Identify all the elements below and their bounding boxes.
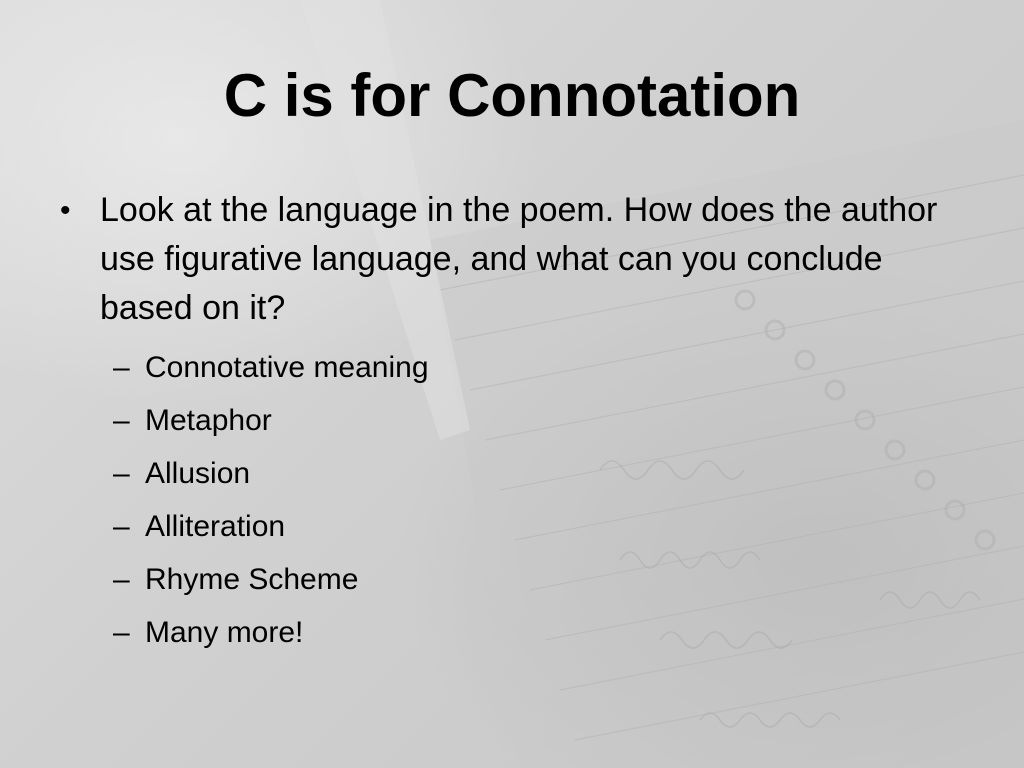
sub-bullet-text: Allusion bbox=[145, 457, 251, 490]
sub-bullet-list bbox=[58, 341, 958, 659]
dash-icon: – bbox=[113, 510, 130, 543]
dash-icon: – bbox=[113, 563, 130, 596]
sub-bullet-text: Metaphor bbox=[145, 404, 272, 437]
sub-bullet-text: Alliteration bbox=[145, 510, 286, 543]
dash-icon: – bbox=[113, 616, 130, 649]
bullet-item bbox=[58, 186, 958, 333]
sub-bullet-item bbox=[113, 447, 958, 500]
slide-body bbox=[58, 186, 958, 659]
sub-bullet-item bbox=[113, 606, 958, 659]
sub-bullet-text: Many more! bbox=[145, 616, 304, 649]
sub-bullet-item bbox=[113, 500, 958, 553]
bullet-icon: • bbox=[60, 194, 71, 227]
dash-icon: – bbox=[113, 457, 130, 490]
sub-bullet-item bbox=[113, 341, 958, 394]
sub-bullet-item bbox=[113, 394, 958, 447]
sub-bullet-text: Rhyme Scheme bbox=[145, 563, 359, 596]
bullet-text: Look at the language in the poem. How does the author use figurative language, and what can you conclude based on it? bbox=[100, 191, 938, 327]
dash-icon: – bbox=[113, 351, 130, 384]
sub-bullet-text: Connotative meaning bbox=[145, 351, 429, 384]
slide-title: C is for Connotation bbox=[223, 62, 801, 129]
sub-bullet-item bbox=[113, 553, 958, 606]
dash-icon: – bbox=[113, 404, 130, 437]
